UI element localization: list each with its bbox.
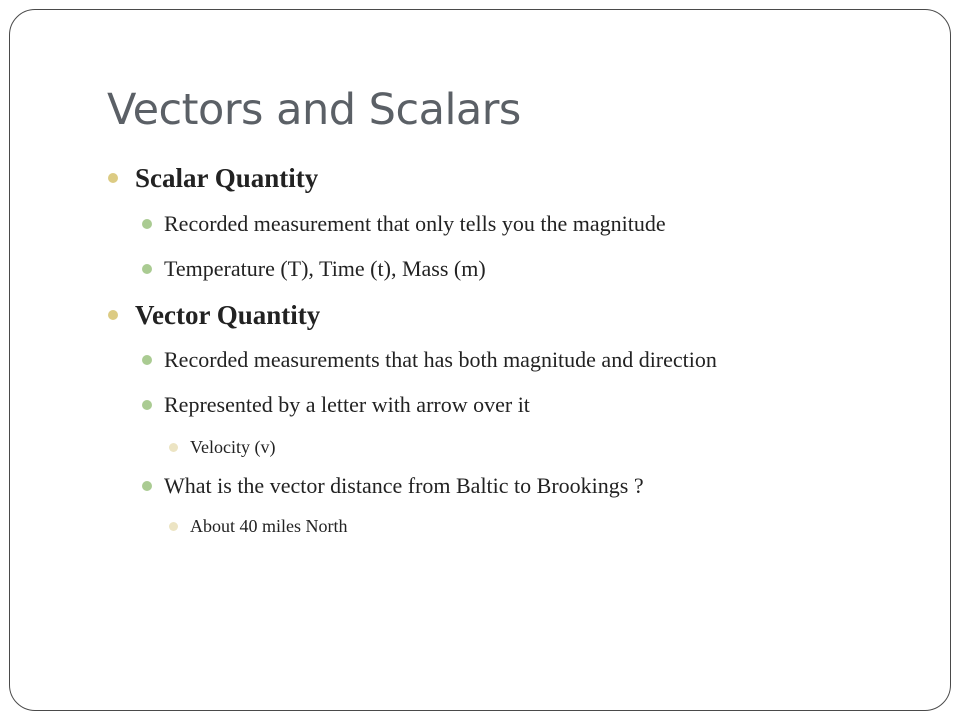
- bullet-dot-icon: [142, 355, 152, 365]
- bullet-vector-answer: [190, 514, 348, 538]
- bullet-dot-icon: [108, 310, 118, 320]
- bullet-vector-question: [164, 472, 644, 500]
- bullet-label: Scalar Quantity: [135, 163, 319, 193]
- slide-title: Vectors and Scalars: [107, 85, 521, 135]
- bullet-dot-icon: [108, 173, 118, 183]
- bullet-vector-representation: [164, 391, 530, 419]
- bullet-label: Velocity (v): [190, 437, 276, 457]
- bullet-dot-icon: [142, 481, 152, 491]
- bullet-scalar-definition: [164, 210, 666, 238]
- bullet-dot-icon: [169, 522, 178, 531]
- bullet-dot-icon: [142, 264, 152, 274]
- bullet-label: Recorded measurements that has both magnitude and direction: [164, 347, 717, 372]
- bullet-label: Represented by a letter with arrow over it: [164, 392, 530, 417]
- bullet-velocity-example: [190, 435, 275, 459]
- bullet-dot-icon: [142, 400, 152, 410]
- bullet-scalar-examples: [164, 255, 486, 283]
- bullet-dot-icon: [142, 219, 152, 229]
- bullet-vector-quantity: [135, 298, 320, 332]
- bullet-label: Vector Quantity: [135, 300, 321, 330]
- bullet-vector-definition: [164, 346, 717, 374]
- bullet-label: About 40 miles North: [190, 516, 348, 536]
- bullet-label: Temperature (T), Time (t), Mass (m): [164, 256, 486, 281]
- bullet-label: What is the vector distance from Baltic to Brookings ?: [164, 473, 644, 498]
- bullet-scalar-quantity: [135, 161, 318, 195]
- bullet-label: Recorded measurement that only tells you the magnitude: [164, 211, 666, 236]
- bullet-dot-icon: [169, 443, 178, 452]
